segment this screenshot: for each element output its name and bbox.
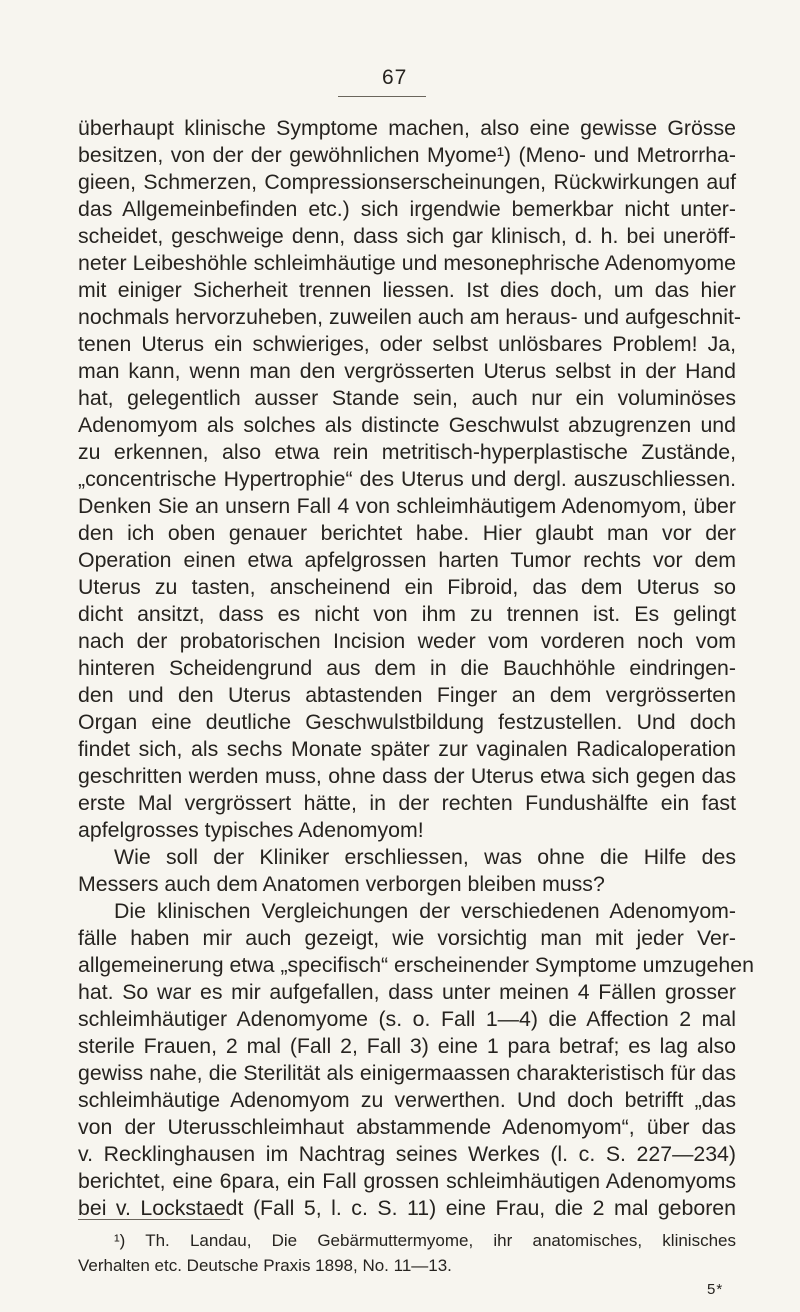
text-line: Messers auch dem Anatomen verborgen bleiben muss? bbox=[78, 872, 605, 896]
text-line: berichtet, eine 6para, ein Fall grossen schleimhäutigen Adenomyoms bbox=[78, 1169, 736, 1193]
text-line: man kann, wenn man den vergrösserten Uterus selbst in der Hand bbox=[78, 359, 736, 383]
text-line: Operation einen etwa apfelgrossen harten Tumor rechts vor dem bbox=[78, 548, 736, 572]
text-line: zu erkennen, also etwa rein metritisch-hyperplastische Zustände, bbox=[78, 440, 736, 464]
text-line: das Allgemeinbefinden etc.) sich irgendwie bemerkbar nicht unter- bbox=[78, 197, 736, 221]
text-line: neter Leibeshöhle schleimhäutige und mesonephrische Adenomyome bbox=[78, 251, 736, 275]
page-number: 67 bbox=[382, 66, 408, 89]
text-line: nochmals hervorzuheben, zuweilen auch am heraus- und aufgeschnit- bbox=[78, 305, 741, 329]
text-line: erste Mal vergrössert hätte, in der rechten Fundushälfte ein fast bbox=[78, 791, 736, 815]
footnote-rule bbox=[78, 1219, 230, 1220]
text-line: fälle haben mir auch gezeigt, wie vorsichtig man mit jeder Ver- bbox=[78, 926, 736, 950]
text-line: schleimhäutige Adenomyom zu verwerthen. Und doch betrifft „das bbox=[78, 1088, 736, 1112]
text-line: scheidet, geschweige denn, dass sich gar klinisch, d. h. bei uneröff- bbox=[78, 224, 736, 248]
text-line: mit einiger Sicherheit trennen liessen. Ist dies doch, um das hier bbox=[78, 278, 736, 302]
signature-mark: 5* bbox=[707, 1281, 724, 1298]
footnote-line: ¹) Th. Landau, Die Gebärmuttermyome, ihr anatomisches, klinisches bbox=[114, 1231, 736, 1250]
text-line: bei v. Lockstaedt (Fall 5, l. c. S. 11) eine Frau, die 2 mal geboren bbox=[78, 1196, 736, 1220]
text-line: nach der probatorischen Incision weder vom vorderen noch vom bbox=[78, 629, 736, 653]
text-line: schleimhäutiger Adenomyome (s. o. Fall 1—4) die Affection 2 mal bbox=[78, 1007, 736, 1031]
text-line: gewiss nahe, die Sterilität als einigermaassen charakteristisch für das bbox=[78, 1061, 736, 1085]
footnote-line: Verhalten etc. Deutsche Praxis 1898, No. 11—13. bbox=[78, 1256, 452, 1275]
text-line: sterile Frauen, 2 mal (Fall 2, Fall 3) eine 1 para betraf; es lag also bbox=[78, 1034, 736, 1058]
text-line: hinteren Scheidengrund aus dem in die Bauchhöhle eindringen- bbox=[78, 656, 736, 680]
text-line: Adenomyom als solches als distincte Geschwulst abzugrenzen und bbox=[78, 413, 736, 437]
text-line: geschritten werden muss, ohne dass der Uterus etwa sich gegen das bbox=[78, 764, 736, 788]
text-line: den ich oben genauer berichtet habe. Hier glaubt man vor der bbox=[78, 521, 736, 545]
text-line: apfelgrosses typisches Adenomyom! bbox=[78, 818, 424, 842]
text-line: Organ eine deutliche Geschwulstbildung festzustellen. Und doch bbox=[78, 710, 736, 734]
text-line: v. Recklinghausen im Nachtrag seines Werkes (l. c. S. 227—234) bbox=[78, 1142, 736, 1166]
text-line: besitzen, von der der gewöhnlichen Myome¹) (Meno- und Metrorrha- bbox=[78, 143, 736, 167]
text-line: überhaupt klinische Symptome machen, also eine gewisse Grösse bbox=[78, 116, 736, 140]
text-line: tenen Uterus ein schwieriges, oder selbst unlösbares Problem! Ja, bbox=[78, 332, 736, 356]
text-line: Denken Sie an unsern Fall 4 von schleimhäutigem Adenomyom, über bbox=[78, 494, 736, 518]
text-line: hat. So war es mir aufgefallen, dass unter meinen 4 Fällen grosser bbox=[78, 980, 736, 1004]
text-line: hat, gelegentlich ausser Stande sein, auch nur ein voluminöses bbox=[78, 386, 736, 410]
text-line: Uterus zu tasten, anscheinend ein Fibroid, das dem Uterus so bbox=[78, 575, 736, 599]
text-line: Wie soll der Kliniker erschliessen, was ohne die Hilfe des bbox=[114, 845, 736, 869]
text-line: den und den Uterus abtastenden Finger an dem vergrösserten bbox=[78, 683, 736, 707]
text-line: allgemeinerung etwa „specifisch“ erscheinender Symptome umzugehen bbox=[78, 953, 754, 977]
text-line: findet sich, als sechs Monate später zur vaginalen Radicaloperation bbox=[78, 737, 736, 761]
page-number-rule bbox=[338, 96, 426, 97]
text-line: Die klinischen Vergleichungen der verschiedenen Adenomyom- bbox=[114, 899, 736, 923]
text-line: „concentrische Hypertrophie“ des Uterus und dergl. auszuschliessen. bbox=[78, 467, 736, 491]
text-line: von der Uterusschleimhaut abstammende Adenomyom“, über das bbox=[78, 1115, 736, 1139]
text-line: gieen, Schmerzen, Compressionserscheinungen, Rückwirkungen auf bbox=[78, 170, 736, 194]
text-line: dicht ansitzt, dass es nicht von ihm zu trennen ist. Es gelingt bbox=[78, 602, 736, 626]
